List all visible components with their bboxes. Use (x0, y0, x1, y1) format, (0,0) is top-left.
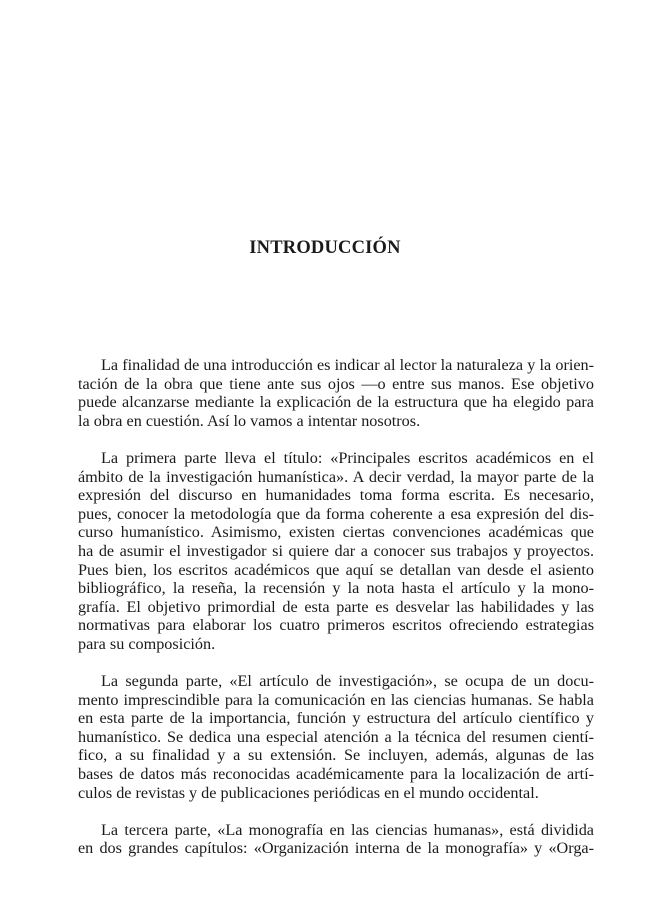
text-line: La finalidad de una introducción es indicar al lector la naturaleza y la orien- (101, 356, 594, 374)
paragraph (78, 821, 594, 858)
text-line: ha de asumir el investigador si quiere dar a conocer sus trabajos y proyectos. (78, 541, 594, 560)
text-line: en esta parte de la importancia, función y estructura del artículo científico y (78, 709, 594, 728)
text-line: Pues bien, los escritos académicos que aquí se detallan van desde el asiento (78, 560, 594, 579)
text-line: bases de datos más reconocidas académicamente para la localización de artí- (78, 765, 594, 784)
paragraph (78, 449, 594, 654)
text-line: La primera parte lleva el título: «Principales escritos académicos en el (101, 448, 594, 467)
text-line: mento imprescindible para la comunicación en las ciencias humanas. Se habla (78, 690, 594, 709)
text-line: La segunda parte, «El artículo de investigación», se ocupa de un docu- (101, 672, 594, 691)
body-text (78, 356, 594, 877)
text-line: ámbito de la investigación humanística». A decir verdad, la mayor parte de la (78, 467, 594, 486)
text-line: para su composición. (78, 634, 216, 653)
text-line: grafía. El objetivo primordial de esta parte es desvelar las habilidades y las (78, 597, 594, 616)
text-line: fico, a su finalidad y a su extensión. Se incluyen, además, algunas de las (78, 746, 594, 765)
text-line: La tercera parte, «La monografía en las ciencias humanas», está dividida (101, 820, 594, 839)
text-line: pues, conocer la metodología que da forma coherente a esa expresión del dis- (78, 504, 594, 523)
text-line: humanístico. Se dedica una especial atención a la técnica del resumen cientí- (78, 727, 594, 746)
text-line: puede alcanzarse mediante la explicación de la estructura que ha elegido para (78, 393, 594, 412)
text-line: normativas para elaborar los cuatro primeros escritos ofreciendo estrategias (78, 616, 594, 635)
text-line: expresión del discurso en humanidades toma forma escrita. Es necesario, (78, 486, 594, 505)
paragraph (78, 672, 594, 802)
paragraph (78, 356, 594, 430)
text-line: la obra en cuestión. Así lo vamos a intentar nosotros. (78, 411, 421, 430)
text-line: culos de revistas y de publicaciones periódicas en el mundo occidental. (78, 783, 539, 802)
text-line: en dos grandes capítulos: «Organización interna de la monografía» y «Orga- (78, 839, 594, 858)
text-line: curso humanístico. Asimismo, existen ciertas convenciones académicas que (78, 523, 594, 542)
page-title: INTRODUCCIÓN (249, 238, 401, 259)
text-line: bibliográfico, la reseña, la recensión y la nota hasta el artículo y la mono- (78, 579, 594, 598)
text-line: tación de la obra que tiene ante sus ojos —o entre sus manos. Ese objetivo (78, 374, 594, 393)
